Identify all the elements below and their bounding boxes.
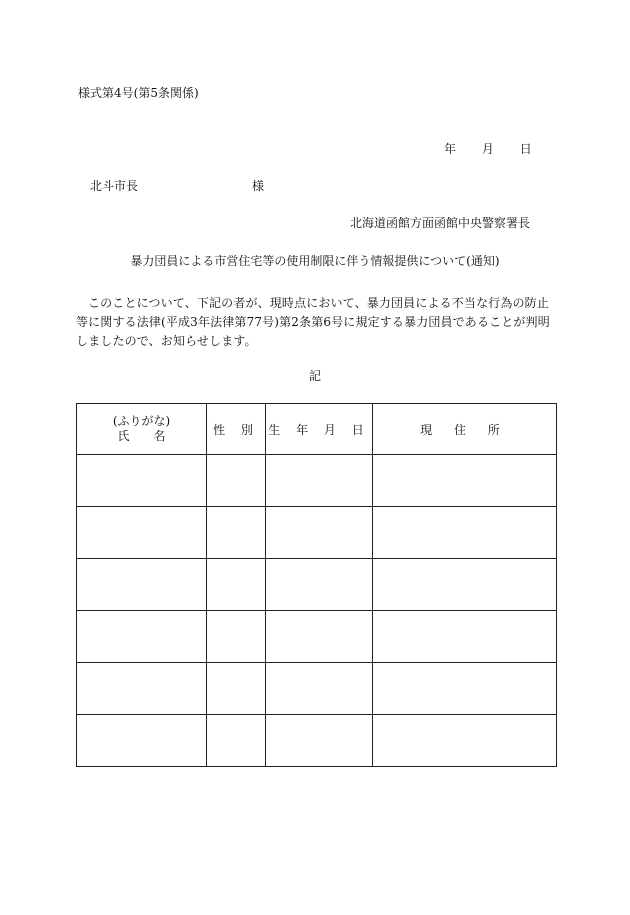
cell-name[interactable] — [77, 559, 207, 611]
cell-gender[interactable] — [207, 455, 266, 507]
cell-name[interactable] — [77, 715, 207, 767]
header-furigana-label: (ふりがな) — [112, 414, 171, 428]
ki-heading: 記 — [308, 369, 321, 383]
body-paragraph: このことについて、下記の者が、現時点において、暴力団員による不当な行為の防止等に関する法律(平成3年法律第77号)第2条第6号に規定する暴力団員であることが判明しましたので、お知らせします。 — [76, 296, 550, 348]
cell-name[interactable] — [77, 455, 207, 507]
addressee — [90, 179, 264, 193]
cell-gender[interactable] — [207, 507, 266, 559]
register-table — [76, 403, 557, 767]
cell-name[interactable] — [77, 611, 207, 663]
form-number: 様式第4号(第5条関係) — [78, 86, 199, 100]
cell-address[interactable] — [373, 507, 557, 559]
table-row — [77, 663, 557, 715]
cell-address[interactable] — [373, 455, 557, 507]
table-row — [77, 559, 557, 611]
header-birthdate: 生 年 月 日 — [266, 404, 373, 455]
table-row — [77, 507, 557, 559]
cell-birthdate[interactable] — [266, 507, 373, 559]
cell-birthdate[interactable] — [266, 559, 373, 611]
date-day-label: 日 — [519, 142, 532, 156]
cell-gender[interactable] — [207, 663, 266, 715]
cell-address[interactable] — [373, 611, 557, 663]
cell-birthdate[interactable] — [266, 455, 373, 507]
header-address: 現 住 所 — [373, 404, 557, 455]
date-line — [444, 142, 532, 156]
date-month-label: 月 — [481, 142, 494, 156]
cell-birthdate[interactable] — [266, 715, 373, 767]
header-name — [77, 404, 207, 455]
cell-birthdate[interactable] — [266, 611, 373, 663]
table-row — [77, 715, 557, 767]
addressee-honorific: 様 — [252, 179, 265, 193]
date-year-label: 年 — [444, 142, 457, 156]
cell-address[interactable] — [373, 663, 557, 715]
cell-gender[interactable] — [207, 715, 266, 767]
header-name-label: 氏名 — [117, 429, 190, 443]
document-title: 暴力団員による市営住宅等の使用制限に伴う情報提供について(通知) — [130, 254, 500, 268]
sender: 北海道函館方面函館中央警察署長 — [349, 216, 530, 230]
table-row — [77, 611, 557, 663]
cell-address[interactable] — [373, 715, 557, 767]
cell-gender[interactable] — [207, 611, 266, 663]
cell-birthdate[interactable] — [266, 663, 373, 715]
cell-name[interactable] — [77, 663, 207, 715]
cell-name[interactable] — [77, 507, 207, 559]
table-header-row — [77, 404, 557, 455]
addressee-name: 北斗市長 — [90, 179, 139, 193]
cell-address[interactable] — [373, 559, 557, 611]
header-gender: 性 別 — [207, 404, 266, 455]
cell-gender[interactable] — [207, 559, 266, 611]
table-row — [77, 455, 557, 507]
